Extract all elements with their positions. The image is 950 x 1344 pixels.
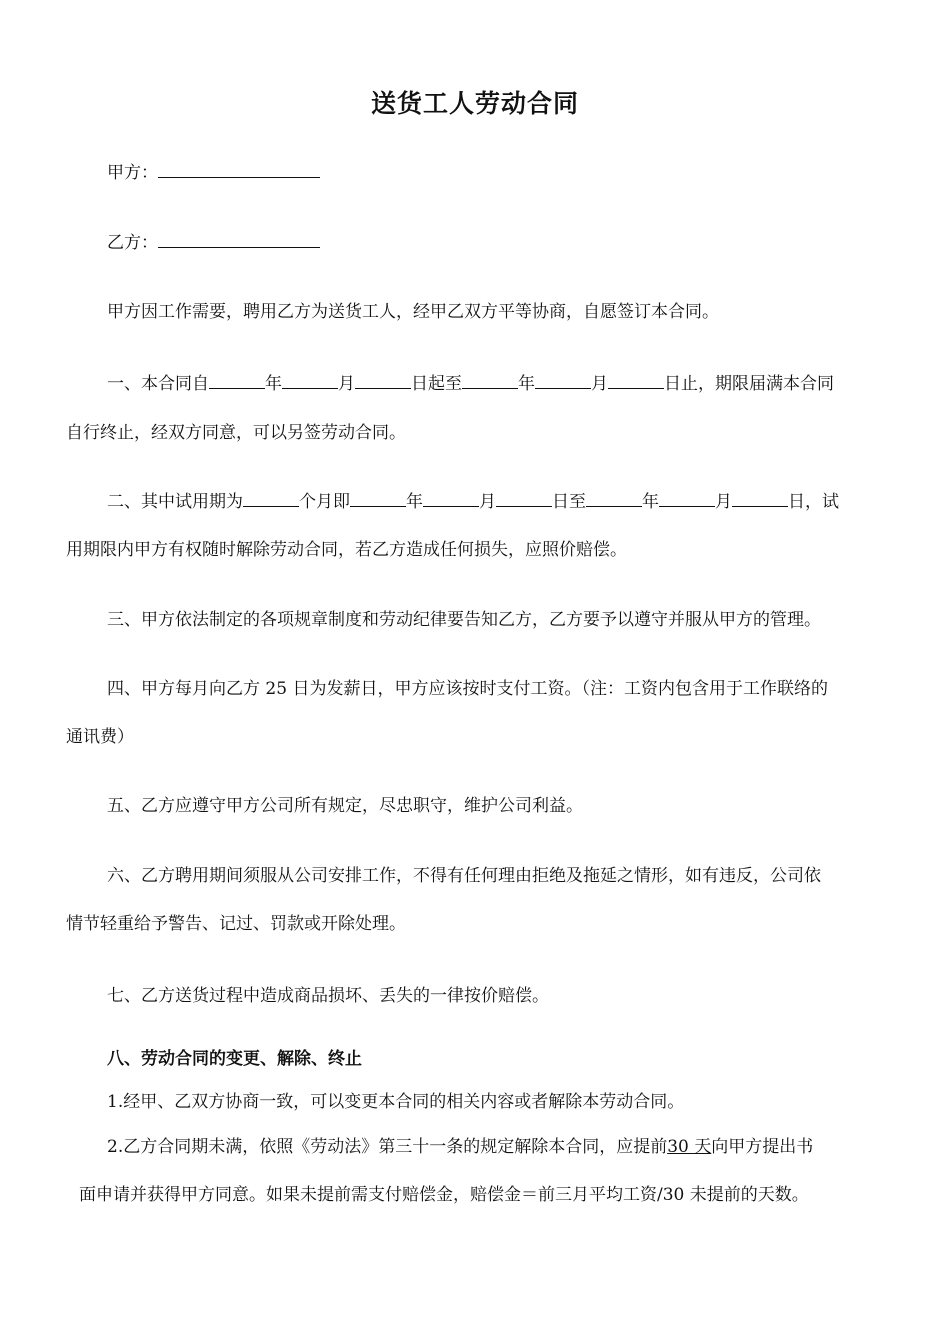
year-label: 年 bbox=[406, 492, 423, 512]
party-a-line bbox=[107, 160, 897, 185]
clause-3: 三、甲方依法制定的各项规章制度和劳动纪律要告知乙方，乙方要予以遵守并服从甲方的管理。 bbox=[107, 610, 821, 630]
start-year-blank[interactable] bbox=[209, 371, 265, 389]
intro-paragraph: 甲方因工作需要，聘用乙方为送货工人，经甲乙双方平等协商，自愿签订本合同。 bbox=[107, 302, 719, 322]
month-label: 月 bbox=[715, 492, 732, 512]
year-label: 年 bbox=[642, 492, 659, 512]
month-label: 月 bbox=[479, 492, 496, 512]
clause-6-line-1: 六、乙方聘用期间须服从公司安排工作，不得有任何理由拒绝及拖延之情形，如有违反，公司依 bbox=[107, 866, 821, 886]
document-title: 送货工人劳动合同 bbox=[370, 89, 579, 118]
end-month-blank[interactable] bbox=[535, 371, 591, 389]
probation-start-month-blank[interactable] bbox=[423, 489, 479, 507]
party-b-line bbox=[107, 230, 897, 255]
clause-8-item-2-line-1 bbox=[107, 1135, 897, 1159]
clause-1-line-1 bbox=[107, 371, 897, 396]
day-to-label: 日止，期限届满本合同 bbox=[664, 374, 834, 394]
clause-8-item-2-text-end: 向甲方提出书 bbox=[711, 1137, 814, 1157]
clause-7: 七、乙方送货过程中造成商品损坏、丢失的一律按价赔偿。 bbox=[107, 986, 549, 1006]
clause-2-line-2: 用期限内甲方有权随时解除劳动合同，若乙方造成任何损失，应照价赔偿。 bbox=[66, 540, 627, 560]
probation-start-day-blank[interactable] bbox=[496, 489, 552, 507]
clause-1-line-2: 自行终止，经双方同意，可以另签劳动合同。 bbox=[66, 423, 406, 443]
month-label: 月 bbox=[338, 374, 355, 394]
clause-8-item-2-line-2: 面申请并获得甲方同意。如果未提前需支付赔偿金，赔偿金＝前三月平均工资/30 未提前的天数。 bbox=[79, 1185, 809, 1205]
clause-5: 五、乙方应遵守甲方公司所有规定，尽忠职守，维护公司利益。 bbox=[107, 796, 583, 816]
start-day-blank[interactable] bbox=[355, 371, 411, 389]
end-day-blank[interactable] bbox=[608, 371, 664, 389]
probation-start-year-blank[interactable] bbox=[350, 489, 406, 507]
months-label: 个月即 bbox=[299, 492, 350, 512]
clause-4-line-2: 通讯费） bbox=[66, 727, 134, 747]
day-to-label: 日至 bbox=[552, 492, 586, 512]
probation-end-year-blank[interactable] bbox=[586, 489, 642, 507]
notice-days: 30 天 bbox=[667, 1137, 712, 1157]
year-label: 年 bbox=[518, 374, 535, 394]
clause-2-text: 二、其中试用期为 bbox=[107, 492, 243, 512]
clause-8-item-1: 1.经甲、乙双方协商一致，可以变更本合同的相关内容或者解除本劳动合同。 bbox=[107, 1092, 685, 1112]
clause-2-line-1 bbox=[107, 489, 897, 514]
year-label: 年 bbox=[265, 374, 282, 394]
party-a-label: 甲方： bbox=[107, 163, 158, 183]
day-from-label: 日起至 bbox=[411, 374, 462, 394]
month-label: 月 bbox=[591, 374, 608, 394]
end-year-blank[interactable] bbox=[462, 371, 518, 389]
party-b-blank[interactable] bbox=[158, 230, 320, 248]
day-end-label: 日，试 bbox=[788, 492, 839, 512]
party-a-blank[interactable] bbox=[158, 160, 320, 178]
probation-end-day-blank[interactable] bbox=[732, 489, 788, 507]
clause-8-heading: 八、劳动合同的变更、解除、终止 bbox=[107, 1049, 362, 1069]
party-b-label: 乙方： bbox=[107, 233, 158, 253]
probation-months-blank[interactable] bbox=[243, 489, 299, 507]
probation-end-month-blank[interactable] bbox=[659, 489, 715, 507]
clause-6-line-2: 情节轻重给予警告、记过、罚款或开除处理。 bbox=[66, 914, 406, 934]
clause-1-text: 一、本合同自 bbox=[107, 374, 209, 394]
clause-4-line-1: 四、甲方每月向乙方 25 日为发薪日，甲方应该按时支付工资。（注：工资内包含用于工作联络的 bbox=[107, 679, 828, 699]
clause-8-item-2-text: 2.乙方合同期未满，依照《劳动法》第三十一条的规定解除本合同，应提前 bbox=[107, 1137, 668, 1157]
start-month-blank[interactable] bbox=[282, 371, 338, 389]
